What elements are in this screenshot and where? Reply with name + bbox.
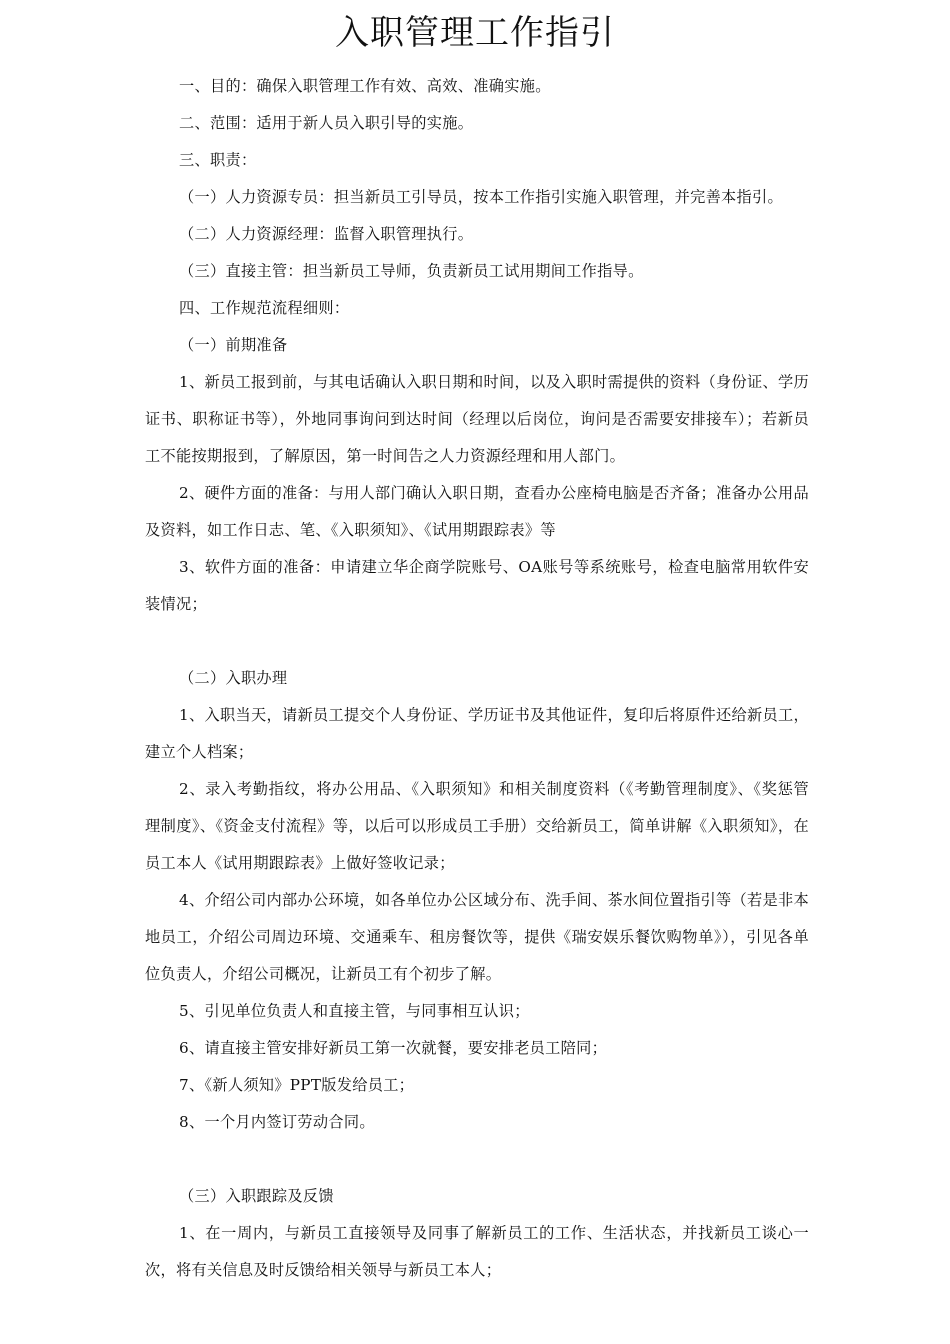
followup-item: 1、在一周内，与新员工直接领导及同事了解新员工的工作、生活状态，并找新员工谈心一次，将有关信息及时反馈给相关领导与新员工本人； bbox=[145, 1224, 809, 1279]
rules-heading: 四、工作规范流程细则： bbox=[179, 299, 350, 317]
section-spacer bbox=[145, 623, 809, 660]
onboarding-item: 8、一个月内签订劳动合同。 bbox=[179, 1113, 375, 1131]
duty-item: （三）直接主管：担当新员工导师，负责新员工试用期间工作指导。 bbox=[179, 262, 644, 280]
onboarding-item: 7、《新人须知》PPT版发给员工； bbox=[179, 1076, 415, 1094]
duties-heading: 三、职责： bbox=[179, 151, 257, 169]
onboarding-item: 5、引见单位负责人和直接主管，与同事相互认识； bbox=[179, 1002, 530, 1020]
duty-item: （一）人力资源专员：担当新员工引导员，按本工作指引实施入职管理，并完善本指引。 bbox=[179, 188, 784, 206]
preparation-item: 1、新员工报到前，与其电话确认入职日期和时间，以及入职时需提供的资料（身份证、学历证书、职称证书等），外地同事询问到达时间（经理以后岗位，询问是否需要安排接车）；若新员工不能按期报到，了解原因，第一时间告之人力资源经理和用人部门。 bbox=[145, 373, 809, 465]
purpose-paragraph: 一、目的：确保入职管理工作有效、高效、准确实施。 bbox=[179, 77, 551, 95]
preparation-item: 2、硬件方面的准备：与用人部门确认入职日期，查看办公座椅电脑是否齐备；准备办公用品及资料，如工作日志、笔、《入职须知》、《试用期跟踪表》等 bbox=[145, 484, 809, 539]
preparation-item: 3、软件方面的准备：申请建立华企商学院账号、OA账号等系统账号，检查电脑常用软件安装情况； bbox=[145, 558, 809, 613]
section-heading-onboarding: （二）入职办理 bbox=[179, 669, 288, 687]
section-heading-followup: （三）入职跟踪及反馈 bbox=[179, 1187, 334, 1205]
onboarding-item: 4、介绍公司内部办公环境，如各单位办公区域分布、洗手间、茶水间位置指引等（若是非本地员工，介绍公司周边环境、交通乘车、租房餐饮等，提供《瑞安娱乐餐饮购物单》），引见各单位负责人，介绍公司概况，让新员工有个初步了解。 bbox=[145, 891, 809, 983]
onboarding-item: 1、入职当天，请新员工提交个人身份证、学历证书及其他证件，复印后将原件还给新员工，建立个人档案； bbox=[145, 706, 809, 761]
document-title: 入职管理工作指引 bbox=[335, 13, 615, 53]
scope-paragraph: 二、范围：适用于新人员入职引导的实施。 bbox=[179, 114, 474, 132]
section-heading-preparation: （一）前期准备 bbox=[179, 336, 288, 354]
section-spacer bbox=[145, 1141, 809, 1178]
onboarding-item: 6、请直接主管安排好新员工第一次就餐，要安排老员工陪同； bbox=[179, 1039, 608, 1057]
onboarding-item: 2、录入考勤指纹，将办公用品、《入职须知》和相关制度资料（《考勤管理制度》、《奖惩管理制度》、《资金支付流程》等，以后可以形成员工手册）交给新员工，简单讲解《入职须知》，在员工本人《试用期跟踪表》上做好签收记录； bbox=[145, 780, 809, 872]
duty-item: （二）人力资源经理：监督入职管理执行。 bbox=[179, 225, 474, 243]
document-body bbox=[145, 68, 809, 1289]
